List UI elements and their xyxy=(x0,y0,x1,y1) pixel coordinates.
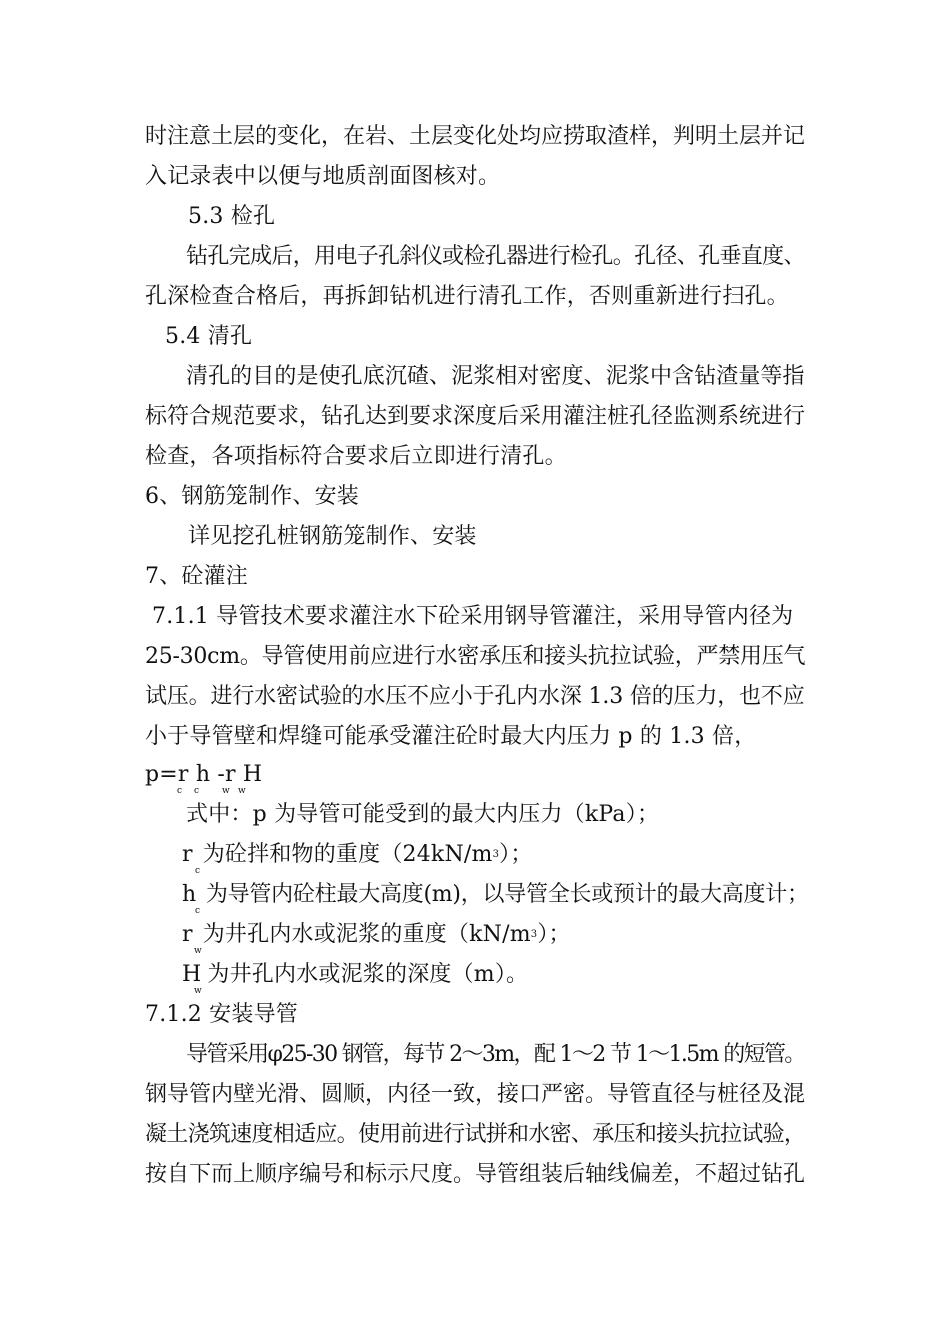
definition-line xyxy=(182,922,571,948)
definition-symbol: r xyxy=(182,842,193,867)
paragraph-line: 凝土浇筑速度相适应。使用前进行试拼和水密、承压和接头抗拉试验， xyxy=(145,1122,806,1147)
section-heading-7: 7、砼灌注 xyxy=(145,564,248,589)
paragraph-line: 时注意土层的变化，在岩、土层变化处均应捞取渣样，判明土层并记 xyxy=(145,124,806,149)
paragraph-line: 检查，各项指标符合要求后立即进行清孔。 xyxy=(145,444,567,469)
paragraph-line: 25-30cm。导管使用前应进行水密承压和接头抗拉试验，严禁用压气 xyxy=(145,644,806,669)
unit-superscript: 3 xyxy=(530,929,538,940)
section-heading-6: 6、钢筋笼制作、安装 xyxy=(145,484,359,509)
section-heading-5-4: 5.4 清孔 xyxy=(165,324,253,349)
definition-text: 为井孔内水或泥浆的重度（kN/m xyxy=(202,922,531,947)
paragraph-line: 清孔的目的是使孔底沉碴、泥浆相对密度、泥浆中含钻渣量等指 xyxy=(186,364,805,389)
definition-line xyxy=(182,842,533,868)
paragraph-line: 按自下而上顺序编号和标示尺度。导管组装后轴线偏差，不超过钻孔 xyxy=(145,1162,806,1187)
formula-subscript: w xyxy=(222,786,230,796)
definition-line xyxy=(182,962,528,988)
formula-subscript: c xyxy=(177,786,183,796)
paragraph-line: 入记录表中以便与地质剖面图核对。 xyxy=(145,164,501,189)
definition-subscript: c xyxy=(195,866,201,876)
definition-symbol: h xyxy=(182,882,196,907)
section-heading-7-1-2: 7.1.2 安装导管 xyxy=(145,1002,298,1027)
definition-line xyxy=(182,882,809,908)
definition-text: 为砼拌和物的重度（24kN/m xyxy=(202,842,493,867)
paragraph-line: 标符合规范要求，钻孔达到要求深度后采用灌注桩孔径监测系统进行 xyxy=(145,404,806,429)
paragraph-line: 7.1.1 导管技术要求灌注水下砼采用钢导管灌注，采用导管内径为 xyxy=(152,604,794,629)
definition-subscript: c xyxy=(195,906,201,916)
paragraph-line: 孔深检查合格后，再拆卸钻机进行清孔工作，否则重新进行扫孔。 xyxy=(145,284,789,309)
section-heading-5-3: 5.3 检孔 xyxy=(188,204,276,229)
paragraph-line: 钢导管内壁光滑、圆顺，内径一致，接口严密。导管直径与桩径及混 xyxy=(145,1082,806,1107)
definition-line: 式中：p 为导管可能受到的最大内压力（kPa）； xyxy=(186,802,660,827)
paragraph-line: 小于导管壁和焊缝可能承受灌注砼时最大内压力 p 的 1.3 倍， xyxy=(145,724,757,749)
definition-tail: ）； xyxy=(499,842,533,867)
formula: p=r h -r H xyxy=(145,762,263,787)
paragraph-line: 钻孔完成后，用电子孔斜仪或检孔器进行检孔。孔径、孔垂直度、 xyxy=(186,244,805,269)
formula-subscript: c xyxy=(194,786,200,796)
paragraph-line: 导管采用φ25-30 钢管，每节 2～3m，配 1～2 节 1～1.5m 的短管。 xyxy=(186,1042,805,1067)
unit-superscript: 3 xyxy=(492,849,500,860)
definition-subscript: w xyxy=(194,986,202,996)
definition-text: 为导管内砼柱最大高度(m)，以导管全长或预计的最大高度计； xyxy=(205,882,809,907)
definition-symbol: r xyxy=(182,922,193,947)
paragraph-line: 试压。进行水密试验的水压不应小于孔内水深 1.3 倍的压力，也不应 xyxy=(145,684,805,709)
paragraph-line: 详见挖孔桩钢筋笼制作、安装 xyxy=(188,524,477,549)
definition-tail: ）； xyxy=(537,922,571,947)
definition-text: 为井孔内水或泥浆的深度（m）。 xyxy=(207,962,529,987)
definition-symbol: H xyxy=(182,962,202,987)
definition-subscript: w xyxy=(194,946,202,956)
formula-subscript: w xyxy=(238,786,246,796)
